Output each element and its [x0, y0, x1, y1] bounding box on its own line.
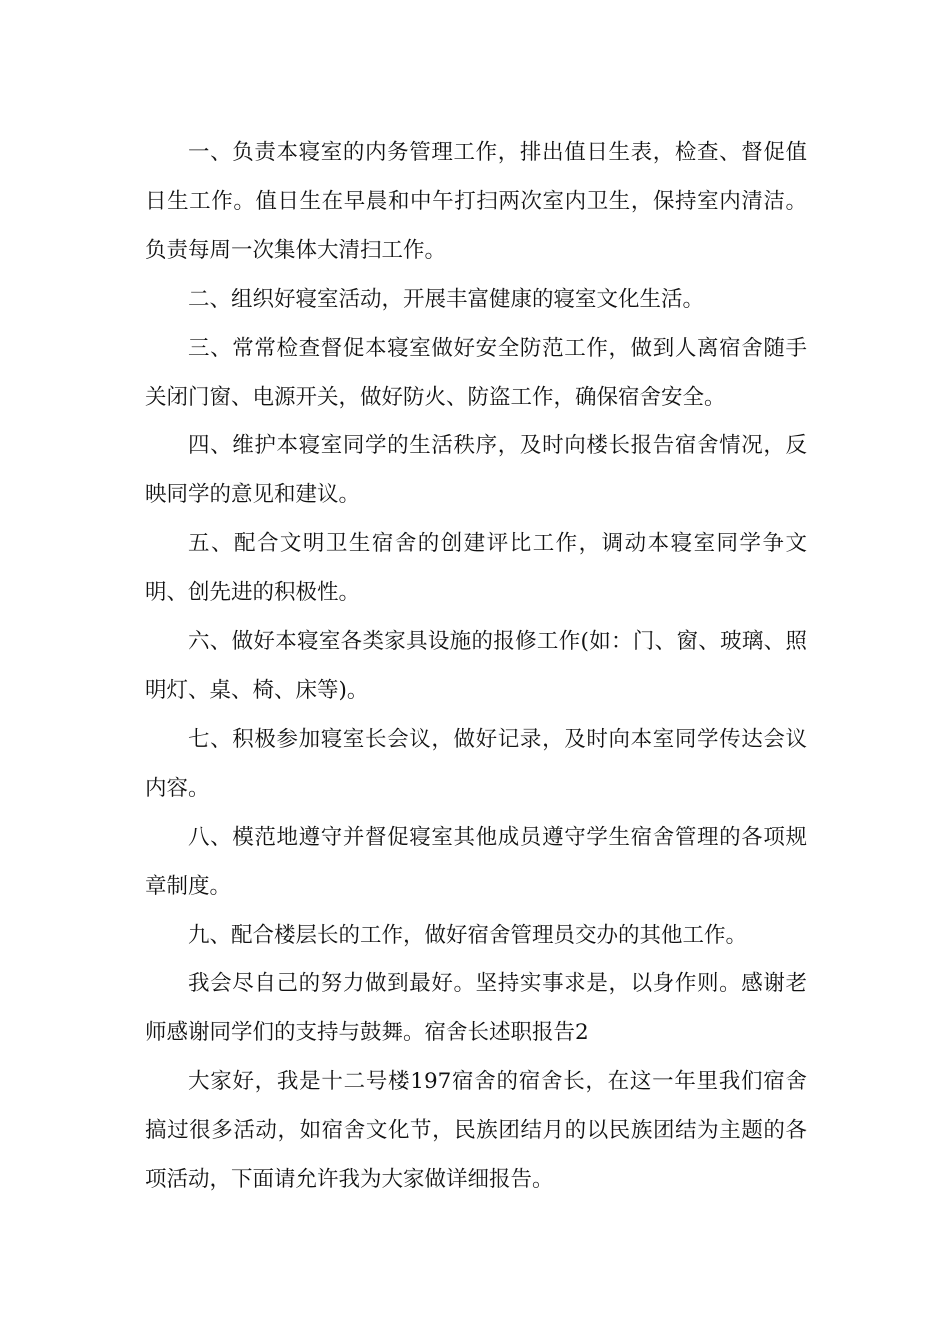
paragraph-closing: 我会尽自己的努力做到最好。坚持实事求是，以身作则。感谢老师感谢同学们的支持与鼓舞。宿舍长述职报告2: [145, 971, 807, 1046]
paragraph-duty-5: 五、配合文明卫生宿舍的创建评比工作，调动本寝室同学争文明、创先进的积极性。: [145, 531, 807, 606]
paragraph-duty-2: 二、组织好寝室活动，开展丰富健康的寝室文化生活。: [188, 286, 705, 312]
document-body: [145, 129, 807, 1205]
paragraph-duty-9: 九、配合楼层长的工作，做好宿舍管理员交办的其他工作。: [188, 922, 748, 948]
paragraph-duty-8: 八、模范地遵守并督促寝室其他成员遵守学生宿舍管理的各项规章制度。: [145, 824, 807, 899]
paragraph-duty-3: 三、常常检查督促本寝室做好安全防范工作，做到人离宿舍随手关闭门窗、电源开关，做好防火、防盗工作，确保宿舍安全。: [145, 335, 807, 410]
paragraph-duty-6: 六、做好本寝室各类家具设施的报修工作(如：门、窗、玻璃、照明灯、桌、椅、床等)。: [145, 629, 807, 703]
paragraph-report-intro: 大家好，我是十二号楼197宿舍的宿舍长，在这一年里我们宿舍搞过很多活动，如宿舍文化节，民族团结月的以民族团结为主题的各项活动，下面请允许我为大家做详细报告。: [145, 1069, 807, 1193]
paragraph-duty-1: 一、负责本寝室的内务管理工作，排出值日生表，检查、督促值日生工作。值日生在早晨和中午打扫两次室内卫生，保持室内清洁。负责每周一次集体大清扫工作。: [145, 140, 807, 263]
paragraph-duty-7: 七、积极参加寝室长会议，做好记录，及时向本室同学传达会议内容。: [145, 726, 807, 801]
paragraph-duty-4: 四、维护本寝室同学的生活秩序，及时向楼长报告宿舍情况，反映同学的意见和建议。: [145, 433, 807, 508]
